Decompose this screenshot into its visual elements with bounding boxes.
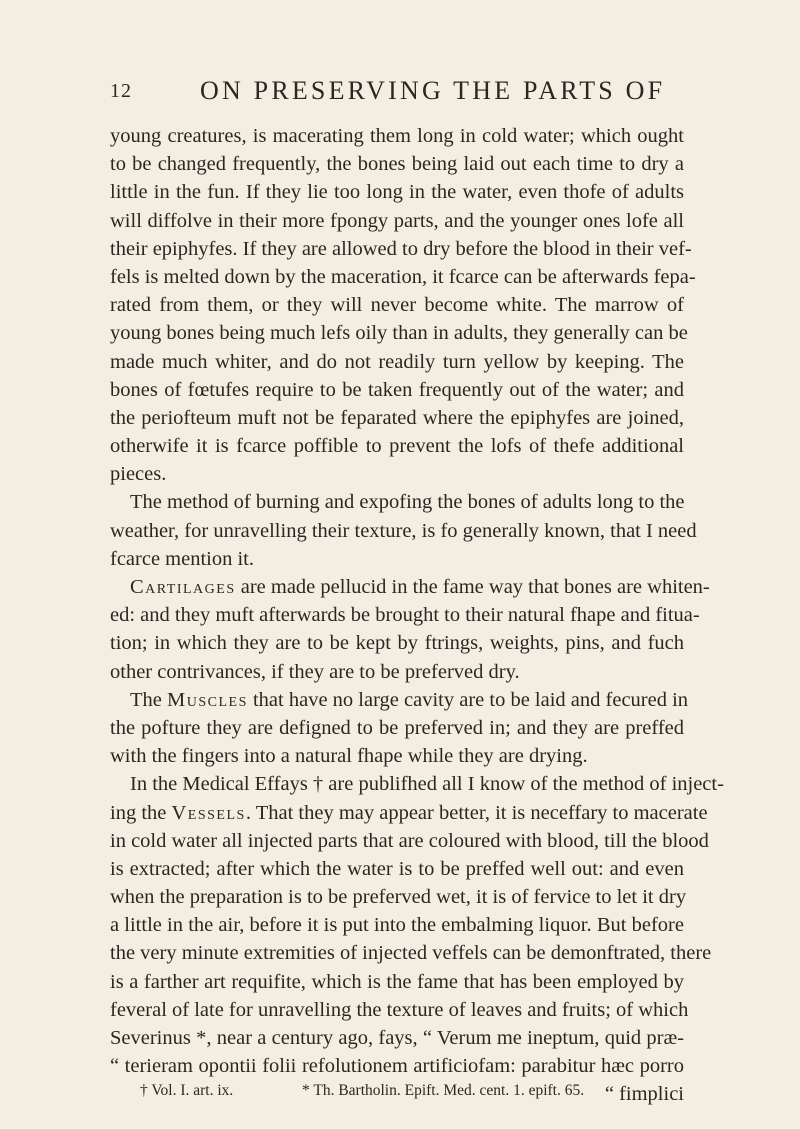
text-line: ing the Vessels. That they may appear better, it is neceffary to macerate	[110, 801, 708, 824]
text-line: the pofture they are defigned to be preferved in; and they are preffed	[110, 716, 684, 739]
text-line: The Muscles that have no large cavity are to be laid and fecured in	[130, 688, 689, 711]
page-number: 12	[110, 80, 132, 102]
text-line: “ terieram opontii folii refolutionem artificiofam: parabitur hæc porro	[110, 1055, 684, 1078]
text-line: the very minute extremities of injected veffels can be demonftrated, there	[110, 942, 712, 965]
text-line: Cartilages are made pellucid in the fame way that bones are whiten-	[130, 576, 710, 598]
text-line: tion; in which they are to be kept by ftrings, weights, pins, and fuch	[110, 632, 684, 655]
text-line: ed: and they muft afterwards be brought to their natural fhape and fitua-	[110, 604, 700, 627]
text-line: their epiphyfes. If they are allowed to dry before the blood in their vef-	[110, 237, 692, 260]
text-line: made much whiter, and do not readily turn yellow by keeping. The	[110, 350, 684, 373]
text-line: weather, for unravelling their texture, is fo generally known, that I need	[110, 519, 697, 542]
text-line: to be changed frequently, the bones being laid out each time to dry a	[110, 153, 684, 176]
text-line: In the Medical Effays † are publifhed all I know of the method of inject-	[130, 773, 724, 796]
body-text	[110, 122, 724, 1109]
text-line: the periofteum muft not be feparated where the epiphyfes are joined,	[110, 406, 684, 429]
catchword: “ fimplici	[604, 1083, 684, 1106]
text-line: bones of fœtufes require to be taken frequently out of the water; and	[110, 378, 684, 401]
text-line: a little in the air, before it is put into the embalming liquor. But before	[110, 914, 684, 937]
text-line: with the fingers into a natural fhape while they are drying.	[110, 745, 588, 768]
text-line: will diffolve in their more fpongy parts, and the younger ones lofe all	[110, 209, 684, 232]
text-line: feveral of late for unravelling the texture of leaves and fruits; of which	[110, 998, 689, 1021]
text-line: Severinus *, near a century ago, fays, “ Verum me ineptum, quid præ-	[110, 1027, 684, 1049]
running-head: ON PRESERVING THE PARTS OF	[200, 76, 666, 105]
text-line: otherwife it is fcarce poffible to prevent the lofs of thefe additional	[110, 435, 684, 458]
text-line: when the preparation is to be preferved wet, it is of fervice to let it dry	[110, 886, 687, 909]
footnote-dagger: † Vol. I. art. ix.	[140, 1082, 234, 1099]
text-line: pieces.	[110, 463, 167, 486]
text-line: fels is melted down by the maceration, it fcarce can be afterwards fepa-	[110, 265, 696, 288]
text-line: little in the fun. If they lie too long in the water, even thofe of adults	[110, 181, 684, 204]
text-line: young bones being much lefs oily than in adults, they generally can be	[110, 322, 688, 345]
text-line: in cold water all injected parts that are coloured with blood, till the blood	[110, 829, 709, 852]
text-line: other contrivances, if they are to be preferved dry.	[110, 660, 520, 683]
text-line: fcarce mention it.	[110, 547, 255, 570]
text-line: is extracted; after which the water is to be preffed well out: and even	[110, 857, 684, 880]
text-line: is a farther art requifite, which is the fame that has been employed by	[110, 970, 684, 993]
text-line: young creatures, is macerating them long in cold water; which ought	[110, 125, 684, 147]
footnote-asterisk: * Th. Bartholin. Epift. Med. cent. 1. epift. 65.	[302, 1082, 585, 1099]
page-header	[110, 76, 680, 112]
text-line: rated from them, or they will never become white. The marrow of	[110, 294, 684, 317]
text-line: The method of burning and expofing the bones of adults long to the	[130, 491, 685, 514]
